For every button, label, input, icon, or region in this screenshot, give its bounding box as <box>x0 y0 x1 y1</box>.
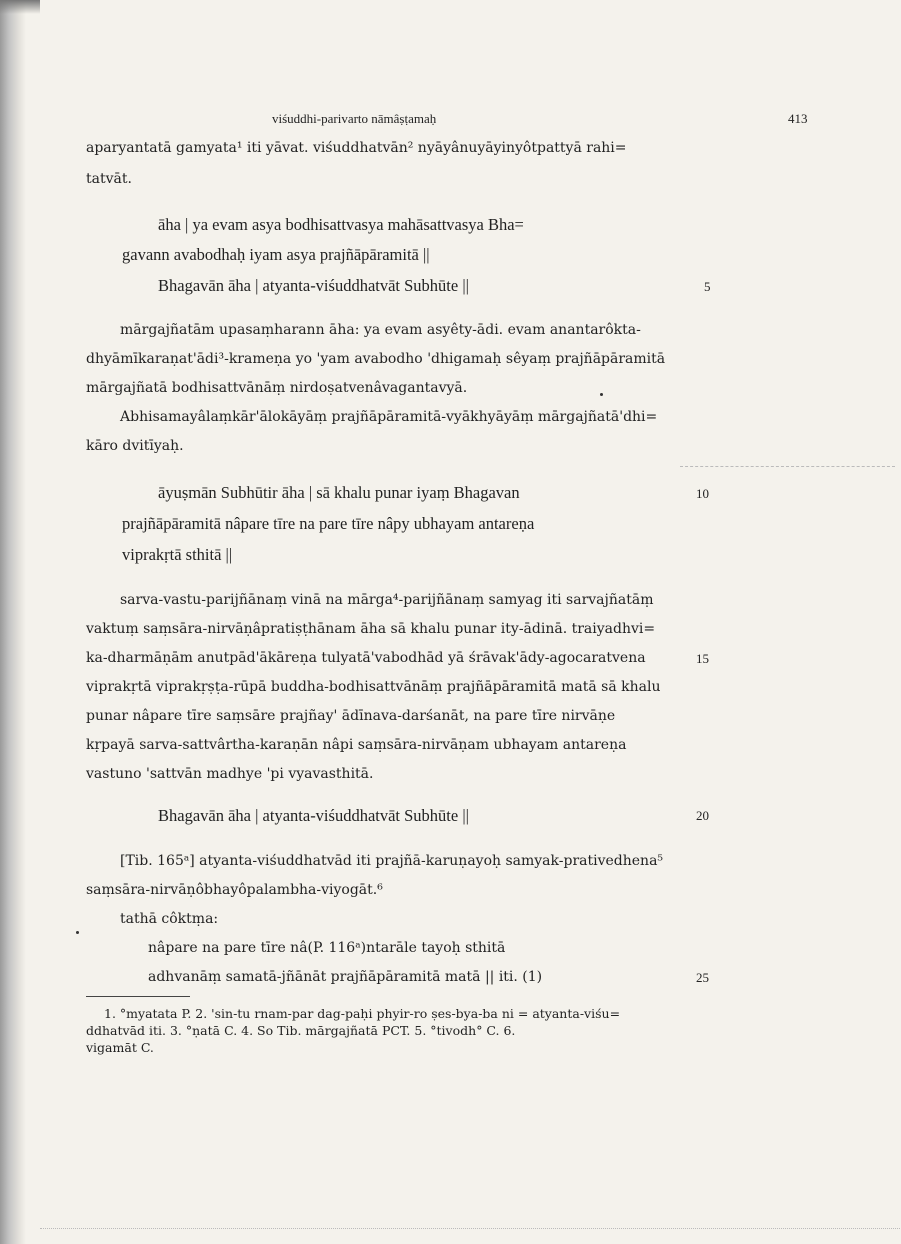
text-line: adhvanāṃ samatā-jñānāt prajñāpāramitā matā || iti. (1) <box>148 969 543 985</box>
text-line: tathā côktṃa: <box>120 911 219 927</box>
text-line: āyuṣmān Subhūtir āha | sā khalu punar iyaṃ Bhagavan <box>158 483 520 502</box>
scan-corner <box>0 0 40 14</box>
text-line: dhyāmīkaraṇat'ādi³-krameṇa yo 'yam avabodho 'dhigamaḥ sêyaṃ prajñāpāramitā <box>86 351 666 367</box>
text-line: aparyantatā gamyata¹ iti yāvat. viśuddhatvān² nyāyânuyāyinyôtpattyā rahi= <box>86 140 627 156</box>
footnote-line: ddhatvād iti. 3. °ṇatā C. 4. So Tib. mārgajñatā PCT. 5. °tivodh° C. 6. <box>86 1023 516 1038</box>
text-line: ka-dharmāṇām anutpād'ākāreṇa tulyatā'vabodhād yā śrāvak'ādy-agocaratvena <box>86 650 646 666</box>
text-line: mārgajñatā bodhisattvānāṃ nirdoṣatvenâvagantavyā. <box>86 380 468 396</box>
page-number: 413 <box>788 111 808 126</box>
scan-bottom-edge <box>40 1228 900 1229</box>
line-number: 25 <box>696 970 709 985</box>
text-line: tatvāt. <box>86 171 132 187</box>
text-line: vaktuṃ saṃsāra-nirvāṇâpratiṣṭhānam āha sā khalu punar ity-ādinā. traiyadhvi= <box>86 621 656 637</box>
text-line: punar nâpare tīre saṃsāre prajñay' ādīnava-darśanāt, na pare tīre nirvāṇe <box>86 708 616 724</box>
ink-speck <box>600 393 603 396</box>
text-line: kāro dvitīyaḥ. <box>86 438 184 454</box>
text-line: prajñāpāramitā nâpare tīre na pare tīre nâpy ubhayam antareṇa <box>122 514 535 533</box>
text-line: kṛpayā sarva-sattvârtha-karaṇān nâpi saṃsāra-nirvāṇam ubhayam antareṇa <box>86 737 627 753</box>
scan-artifact-line <box>680 466 895 467</box>
footnote-line: 1. °myatata P. 2. 'sin-tu rnam-par dag-paḥi phyir-ro ṣes-bya-ba ni = atyanta-viśu= <box>104 1006 621 1021</box>
text-line: viprakṛtā viprakṛṣṭa-rūpā buddha-bodhisattvānāṃ prajñāpāramitā matā sā khalu <box>86 679 661 695</box>
text-line: Bhagavān āha | atyanta-viśuddhatvāt Subhūte || <box>158 276 469 295</box>
text-line: Abhisamayâlaṃkār'ālokāyāṃ prajñāpāramitā-vyākhyāyāṃ mārgajñatā'dhi= <box>120 409 658 425</box>
text-line: Bhagavān āha | atyanta-viśuddhatvāt Subhūte || <box>158 806 469 825</box>
text-line: mārgajñatām upasaṃharann āha: ya evam asyêty-ādi. evam anantarôkta- <box>120 322 641 338</box>
line-number: 10 <box>696 486 709 501</box>
text-line: [Tib. 165ᵃ] atyanta-viśuddhatvād iti prajñā-karuṇayoḥ samyak-prativedhena⁵ <box>120 853 664 869</box>
ink-speck <box>76 931 79 934</box>
text-line: vastuno 'sattvān madhye 'pi vyavasthitā. <box>86 766 374 782</box>
footnote-rule <box>86 996 190 997</box>
line-number: 15 <box>696 651 709 666</box>
scan-shadow <box>0 0 26 1244</box>
text-line: sarva-vastu-parijñānaṃ vinā na mārga⁴-parijñānaṃ samyag iti sarvajñatāṃ <box>120 592 654 608</box>
footnote-line: vigamāt C. <box>86 1040 154 1055</box>
text-line: gavann avabodhaḥ iyam asya prajñāpāramitā || <box>122 245 430 264</box>
line-number: 20 <box>696 808 709 823</box>
text-line: viprakṛtā sthitā || <box>122 545 233 564</box>
text-line: nâpare na pare tīre nâ(P. 116ᵃ)ntarāle tayoḥ sthitā <box>148 940 506 956</box>
line-number: 5 <box>704 279 711 294</box>
text-line: saṃsāra-nirvāṇôbhayôpalambha-viyogāt.⁶ <box>86 882 383 898</box>
running-title: viśuddhi-parivarto nāmâṣṭamaḥ <box>272 111 437 126</box>
text-line: āha | ya evam asya bodhisattvasya mahāsattvasya Bha= <box>158 215 524 234</box>
